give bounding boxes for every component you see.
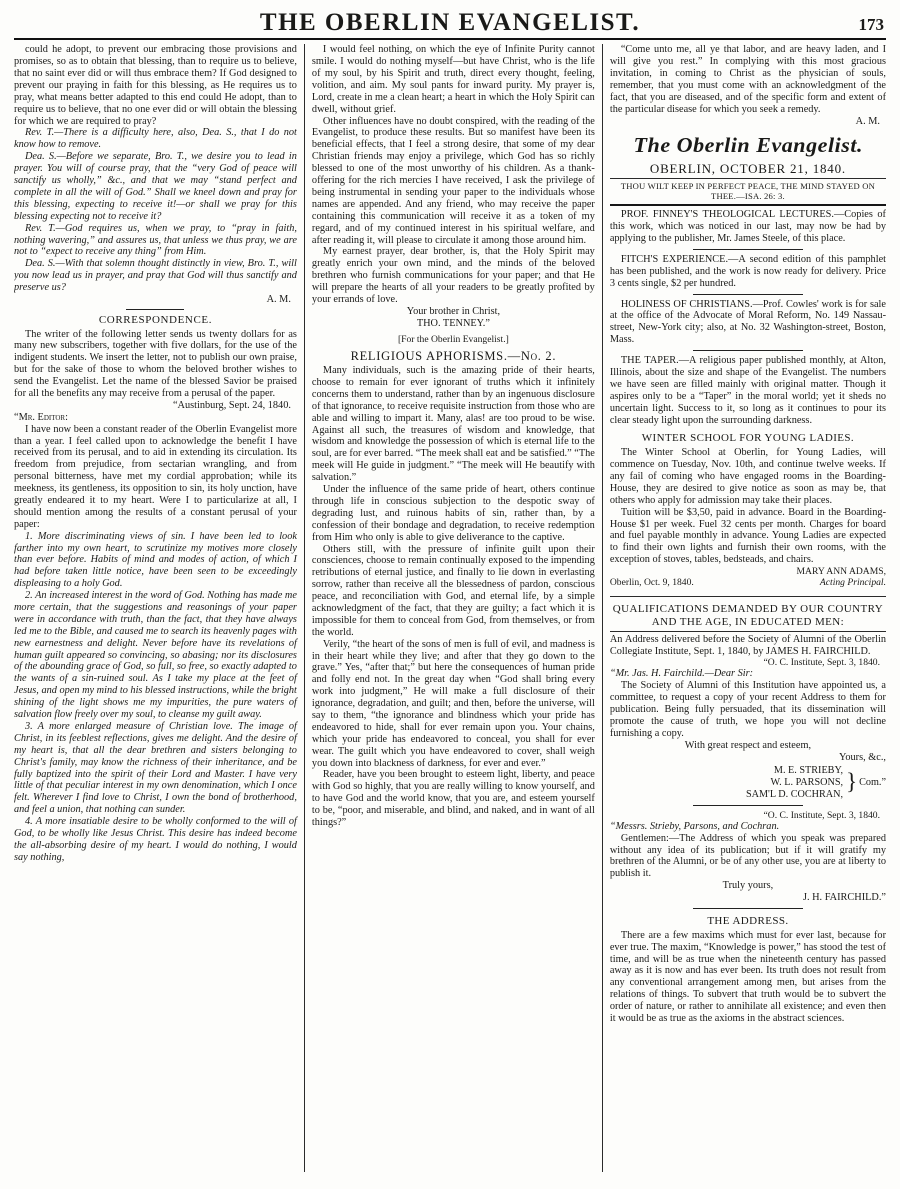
signature: A. M. — [855, 115, 880, 127]
committee-label: Com.” — [859, 776, 886, 788]
motto: THOU WILT KEEP IN PERFECT PEACE, THE MIND STAYED ON THEE.—ISA. 26: 3. — [620, 180, 876, 202]
committee-name: W. L. PARSONS, — [770, 776, 844, 788]
paragraph: Other influences have no doubt conspired, with the reading of the Evangelist, to produce these results. But so manifest have been its beneficial effects, that I feel a strong desire, that some of my dear Christian friends may enjoy a privilege, which God has so richly blessed to one of the most unworthy of his children. As a thank-offering for the rich mercies I have received, I ask the privilege of being instrumental in sending your paper to the individuals whose names are appended. And any friend, who may receive the paper containing this communication will receive it as a token of my regard, and of my continued interest in his spiritual welfare, and after reading it, will please to circulate it among those around him. — [311, 115, 595, 246]
column-2 — [304, 44, 602, 1172]
letter-place-date: “Austinburg, Sept. 24, 1840. — [172, 399, 291, 411]
signature-title: Acting Principal. — [819, 577, 886, 589]
signature-place: Oberlin, Oct. 9, 1840. — [609, 577, 694, 589]
letter-salutation: “Mr. Jas. H. Fairchild.—Dear Sir: — [609, 668, 754, 680]
paragraph: Others still, with the pressure of infinite guilt upon their consciences, choose to remain continually exposed to the impending retributions of eternal justice, and finally to lie down in everlasting sorrow, rather than receive all the blessedness of pardon, conscious peace, and reconciliation with God, and eternal life, by a simple acknowledgment of the fact, that they are guilty; a fact which it is impossible for them to conceal from God, from themselves, or from the world. — [311, 543, 595, 638]
paragraph: I have now been a constant reader of the Oberlin Evangelist more than a year. I feel called upon to acknowledge the benefit I have received from its perusal, and to aid in extending its circulation. Its freedom from prejudice, from sectarian wrangling, and from personal bitterness, have met my cordial approbation; while its meekness, its gentleness, its opposition to sin, its holy unction, have greatly endeared it to my heart. Were I to particularize at all, I should mention among the results of a constant perusal of your paper: — [14, 423, 297, 530]
notice-item — [610, 209, 886, 245]
paragraph: could he adopt, to prevent our embracing those provisions and promises, so as to obtain that blessing, than to require us to believe, that no saint ever did or will thus embrace them? If God designed to prevent our praying in faith for this blessing, as He requires us to pray, what means better adapted to this end could He adopt, than to require us to believe, that no one ever did or will obtain the blessing for which we are required to pray? — [14, 44, 297, 127]
signature: J. H. FAIRCHILD.” — [802, 892, 886, 904]
paragraph: Rev. T.—God requires us, when we pray, to “pray in faith, nothing wavering,” and assures us, that unless we thus pray, we are not to “expect to receive any thing” from Him. — [14, 222, 297, 258]
paragraph: An Address delivered before the Society of Alumni of the Oberlin Collegiate Institute, Sept. 1, 1840, by JAMES H. FAIRCHILD. — [609, 633, 886, 657]
paragraph: Many individuals, such is the amazing pride of their hearts, choose to remain for ever ignorant of truths which it infinitely concerns them to understand, rather than by an ingenuous disclosure of that ignorance, to receive requisite instruction from those who are able and willing to impart it. Many, alas! are too proud to be wise. Against all such, the treasures of wisdom and knowledge, that wisdom and knowledge the possession of which is eternal life to the soul, are for ever barred. “The meek shall eat and be satisfied.” “The meek will He guide in judgment.” “The meek will He beautify with salvation.” — [311, 365, 595, 484]
committee-name: SAM'L D. COCHRAN, — [745, 788, 844, 800]
signature: THO. TENNEY.” — [416, 317, 490, 329]
paragraph: The Winter School at Oberlin, for Young Ladies, will commence on Tuesday, Nov. 10th, and continue twelve weeks. If any fail of coming who have engaged rooms in the Boarding-House, they are desired to give notice as soon as may be, that others who apply for admission may take their places. — [609, 447, 886, 506]
letter-yours: Yours, &c., — [838, 751, 886, 763]
column-container — [14, 44, 886, 1172]
paragraph: Gentlemen:—The Address of which you speak was prepared without any idea of its publication; but if it will gratify my brethren of the Alumni, or be of any other use, you are at liberty to publish it. — [609, 832, 886, 880]
signature-line — [610, 577, 886, 588]
notice-item — [610, 355, 886, 426]
signature: A. M. — [266, 293, 291, 305]
divider — [693, 350, 803, 351]
paragraph: 4. A more insatiable desire to be wholly conformed to the will of God, to be wholly like Jesus Christ. This desire has indeed become the all-absorbing desire of my heart. I would do nothing, I would say nothing, — [14, 816, 297, 863]
committee-names — [746, 765, 843, 801]
page-title: THE OBERLIN EVANGELIST. — [259, 9, 641, 36]
letter-place-date: “O. C. Institute, Sept. 3, 1840. — [763, 809, 880, 821]
masthead — [14, 10, 886, 40]
letter-place-date: “O. C. Institute, Sept. 3, 1840. — [763, 657, 880, 669]
paragraph: 3. A more enlarged measure of Christian love. The image of Christ, in its feeblest reflections, gives me delight. And the desire of my heart is, that all the dear brethren and sisters belonging to Christ's family, may know the richness of their inheritance, and be fully baptized into the spirit of their Lord and Master. I have very little of that peculiar interest in my own denomination, which I once felt. Wherever I find love to Christ, I own the bond of brotherhood, and feel a union, that nothing can sunder. — [14, 720, 297, 816]
letter-salutation: “Mr. Editor: — [14, 411, 68, 423]
divider — [693, 249, 803, 250]
committee-signature-block — [610, 765, 886, 801]
newspaper-flag — [610, 133, 886, 157]
paragraph: Rev. T.—There is a difficulty here, also, Dea. S., that I do not know how to remove. — [14, 127, 297, 151]
paragraph: 2. An increased interest in the word of God. Nothing has made me more certain, that the suggestions and reasonings of your paper were in accordance with truth, than the fact, that they have always led me to the Bible, and caused me to search its heavenly pages with new earnestness and delight. Never before have its revelations of human guilt appeared so convincing, so abasing; nor its disclosures of the abounding grace of God, so full, so free, so exactly adapted to the wants of a sin-ruined soul. As I take my place at the feet of Jesus, and open my mind to his blessed instructions, while the bright shining of the light shows me my impurities, the pure waters of salvation flow freely over my soul, to cleanse my guilt away. — [14, 590, 297, 721]
section-heading-address: THE ADDRESS. — [707, 915, 789, 928]
paragraph: FITCH'S EXPERIENCE.—A second edition of this pamphlet has been published, and the work is now ready for delivery. Price 3 cents single, $2 per hundred. — [609, 253, 886, 289]
paragraph: The Society of Alumni of this Institution have appointed us, a committee, to request a copy of your recent Address to them for publication. Being fully persuaded, that its dissemination will promote the cause of truth, we hope you will not decline furnishing a copy. — [609, 680, 886, 739]
section-heading-winter-school: WINTER SCHOOL FOR YOUNG LADIES. — [641, 432, 855, 445]
divider — [693, 805, 803, 806]
dateline: OBERLIN, OCTOBER 21, 1840. — [649, 160, 846, 176]
notice-item — [610, 299, 886, 347]
paragraph: Verily, “the heart of the sons of men is full of evil, and madness is in their heart while they live; and after that they go down to the grave.” Yes, “after that;” but here the consequences of human pride and folly end not. In the great day when “God shall bring every work into judgment,” He will make a full disclosure of their ignorance, degradation, and guilt; and then, before the universe, will say to them, “the ignorance and blindness which your pride has endeavored to hide, shall for ever remain upon you. Your chains, which your pride has endeavored to conceal, you shall for ever wear. The guilt which you have endeavored to cover, shall weigh you down into blackness of darkness, for ever and ever.” — [311, 638, 595, 769]
paragraph: PROF. FINNEY'S THEOLOGICAL LECTURES.—Copies of this work, which was noticed in our last, may now be had by applying to the publisher, Mr. James Steele, of this place. — [609, 209, 886, 244]
flag-text: The Oberlin Evangelist. — [633, 133, 863, 158]
committee-name: M. E. STRIEBY, — [773, 764, 844, 776]
column-3 — [602, 44, 886, 1172]
letter-closing: Truly yours, — [722, 880, 774, 892]
paragraph: “Come unto me, all ye that labor, and are heavy laden, and I will give you rest.” In complying with this most gracious invitation, in coming to Christ as the physician of souls, remember, that you must come with an acknowledgment of the fact, that you are diseased, and of the specific form and extent of the particular disease for which you seek a remedy. — [609, 44, 886, 115]
notice-item — [610, 254, 886, 290]
section-heading-aphorisms: RELIGIOUS APHORISMS.—No. 2. — [350, 348, 557, 363]
letter-salutation: “Messrs. Strieby, Parsons, and Cochran. — [609, 820, 780, 832]
divider — [126, 309, 184, 310]
paragraph: Reader, have you been brought to esteem light, liberty, and peace with God so highly, that you are really willing to know yourself, and to have God and the world know, that you are, and esteem yourself to be, “poor, and miserable, and blind, and naked, and in want of all things?” — [311, 769, 595, 828]
section-heading-correspondence: CORRESPONDENCE. — [98, 313, 213, 326]
column-1 — [14, 44, 304, 1172]
paragraph: THE TAPER.—A religious paper published monthly, at Alton, Illinois, about the size and shape of the Evangelist. The numbers we have seen are filled mainly with original matter. Though it aspires only to be a “Taper” in the moral world; yet it sheds no uncertain light. Success to it, so long as it continues to pour its clear steady light upon the surrounding darkness. — [609, 355, 886, 426]
divider — [610, 631, 886, 632]
paragraph: There are a few maxims which must for ever last, because for ever true. The maxim, “Knowledge is power,” has stood the test of time, and will be as true when the nineteenth century has passed away as it is now and has ever been. Its truth does not result from any conventional arrangement among men, but arises from the relations of things. To subvert that truth would be to subvert the order of nature, or rather to annihilate all existence; and even then it would be as true as the axioms in the abstract sciences. — [609, 929, 886, 1024]
divider — [693, 294, 803, 295]
paragraph: 1. More discriminating views of sin. I have been led to look farther into my own heart, to scrutinize my motives more closely than ever before. Habits of mind and modes of action, of which I had before taken little notice, have been seen to be exceedingly displeasing to a holy God. — [14, 530, 297, 590]
divider — [610, 204, 886, 206]
paragraph: Tuition will be $3,50, paid in advance. Board in the Boarding-House $1 per week. Fuel 32 cents per month. Charges for board and fuel payable monthly in advance. Young Ladies are expected to find their own lights and furnish their own rooms, with the exception of stoves, tables, bedsteads, and chairs. — [609, 506, 886, 566]
paragraph: Dea. S.—With that solemn thought distinctly in view, Bro. T., will you now lead us in prayer, and pray that God will thus sanctify and preserve us? — [14, 258, 297, 294]
paragraph: Under the influence of the same pride of heart, others continue through life in conscious subjection to the despotic sway of degrading lust, and ruinous habits of sin, rather than, by a confession of their bondage and degradation, to receive redemption from Him who only is able to give deliverance to the captive. — [311, 484, 595, 543]
page-number: 173 — [858, 15, 884, 35]
paragraph: Dea. S.—Before we separate, Bro. T., we desire you to lead in prayer. You will of course pray, that the “very God of peace will sanctify us wholly,” &c., and that we may “stand perfect and complete in all the will of God.” Shall we kneel down and pray for this blessing, expecting to receive it!—or shall we pray for this blessing expecting not to receive it? — [14, 151, 297, 222]
divider — [610, 596, 886, 597]
signature-name: MARY ANN ADAMS, — [796, 566, 886, 578]
divider — [610, 178, 886, 179]
letter-closing: With great respect and esteem, — [684, 739, 812, 751]
section-heading-qualifications: QUALIFICATIONS DEMANDED BY OUR COUNTRY AND THE AGE, IN EDUCATED MEN: — [612, 603, 884, 628]
paragraph: My earnest prayer, dear brother, is, that the Holy Spirit may greatly enrich your own mind, and the minds of the beloved brethren who furnish communications for your paper; and that He will prepare the hearts of all your readers to be greatly profited by your errands of love. — [311, 246, 595, 305]
paragraph: I would feel nothing, on which the eye of Infinite Purity cannot smile. I would do nothing myself—but have Christ, who is the life of my soul, by his Spirit and truth, direct every thought, feeling, volition, and aim. My soul pants for inward purity. My prayer is, Lord, create in me a clean heart; a heart in which the Holy Spirit can dwell, without grief. — [311, 44, 595, 115]
letter-closing: Your brother in Christ, — [406, 305, 501, 317]
divider — [693, 908, 803, 909]
paragraph: The writer of the following letter sends us twenty dollars for as many new subscribers, together with five dollars, for the use of the indigent students. We insert the letter, not to publish our own praise, but for the sake of those to whom the beloved brother wishes to send the Evangelist. Let the name of the blessed Savior be praised for all the benefits any may receive from a perusal of the paper. — [14, 328, 297, 399]
paragraph: HOLINESS OF CHRISTIANS.—Prof. Cowles' work is for sale at the office of the Advocate of Moral Reform, No. 149 Nassau-street, New-York city; also, at No. 32 Washington-street, Boston, Mass. — [609, 298, 886, 346]
source-note: [For the Oberlin Evangelist.] — [397, 333, 509, 345]
brace-icon: } — [846, 769, 858, 795]
